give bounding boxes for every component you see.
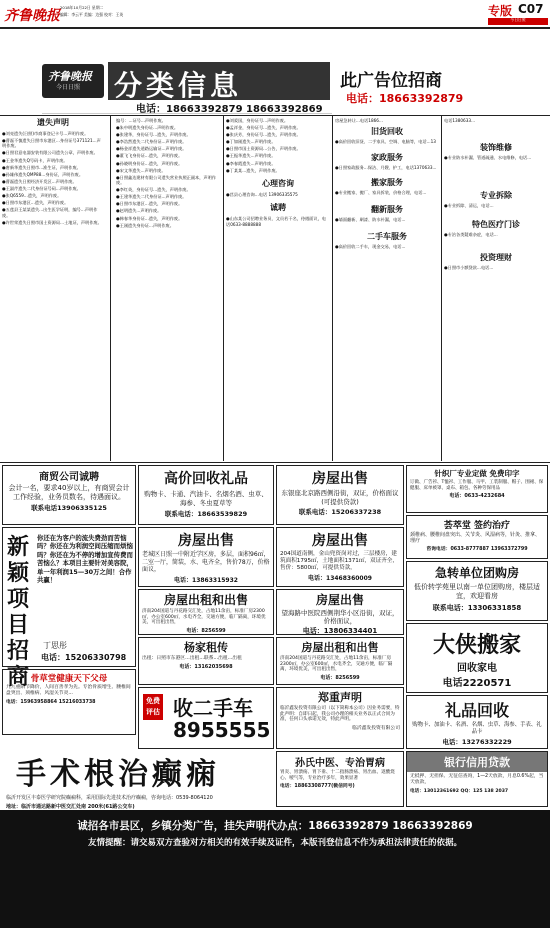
ad-text: 购物卡、卡通、汽油卡、名烟名酒、虫草、海参、冬虫夏草等 [144,490,268,507]
list-item: ●孙雄伟遗失QMP88...身份证，声明作废。 [2,171,84,177]
list-item: ●孟祥金，身份证号...遗失，声明作废。 [226,125,301,131]
ad-title: 孙氏中医、专治胃病 [295,758,385,769]
list-item: ●刘亮遗失(日照)市商事登记卡号...声明作废。 [2,131,89,136]
list-item: ●高价回收二手车，现金交易，电话... [335,244,406,250]
ad-phone: 电话：15206330798 [41,653,127,662]
ad-title: 针织厂专业定做 免费印字 [434,469,520,478]
ad-phone: 联系电话：15206337238 [298,508,382,516]
ad-phone: 电话：13162035698 [179,664,233,670]
list-item: ●墙面翻新、刷漆、防水补漏，电话... [335,217,406,223]
list-item: ●丁某某...遗失，声明作废。 [226,167,280,173]
list-item: ●五莲县王某某遗失...出生医学证明，编号...声明作废。 [2,207,98,218]
ad-house-3 [276,527,404,587]
list-item: ●李红英，身份证号...遗失，声明作废。 [116,187,191,193]
list-item: ●朱中明遗失身份证...声明作废。 [116,125,179,131]
ad-text: 临沂开发区丰泰医学研究院癫痫科，采用国际先进技术治疗癫痫，咨询电话：0539-8064120 [6,795,213,801]
col4-heading: 家政服务 [371,152,403,162]
ad-phone: 联系电话13906335125 [31,504,107,512]
list-item: ●王金华遗失Q号码卡，声明作废。 [2,157,68,163]
col5-heading: 装饰维修 [480,143,512,153]
ad-phone: 电话：13806334401 [302,627,378,635]
top-rule [0,115,550,116]
list-item: ●曹磊不慎遗失日照市东港区...身份证号371121...声明作废。 [2,138,101,149]
ad-text: 会计一名，要求40岁以上，有商贸会计工作经验，业务员数名，待遇面议。 [8,484,130,501]
top-right-ad [334,60,547,114]
ad-title: 此广告位招商 [340,71,442,91]
col4-heading: 翻新服务 [371,205,403,215]
col5-heading: 专业拆除 [480,190,512,200]
ad-phone: 电话：13468360009 [308,575,372,582]
ad-text: 你还在为客户的流失费劲而苦恼吗？你还在为利润空间压缩而烦恼吗？你还在为不停的增加宣传费而苦恼么？本项目主要针对美容院，单一年利润15—30万之间！合作共赢！ [37,534,133,585]
ad-title: 房屋出售 [312,533,368,549]
ad-text: 望海路中医院西侧荆华小区沿街，双证，价格面议， [281,609,399,625]
list-item: ●专业拆除、清运，电话... [444,202,494,208]
ad-title: 高价回收礼品 [164,471,248,487]
ad-title: 商贸公司诚聘 [39,472,99,483]
col1-heading: 遗失声明 [37,118,69,127]
list-item: 编号：...证号...声明作废。 [116,118,166,123]
ad-title: 房屋出售 [178,533,234,549]
ad-loan [406,751,548,807]
list-item: ●高价回收旧货、二手家具、空调、电脑等，电话...13 [335,139,436,145]
list-item: ●日照市国土资源局...公告，声明作废。 [226,146,301,152]
col-2 [116,118,220,458]
footer-line-1: 诚招各市县区，乡镇分类广告，挂失声明代办点：18663392879 18663392869 [77,820,473,832]
list-item: ●山东某公司招聘业务员、文员若干名，待遇面议，电话0633-8888888 [226,216,326,227]
col-3 [226,118,330,458]
list-item: ●董飞飞身份证...遗失，声明作废。 [116,153,183,159]
ad-title: 骨草堂健康天下父母 [30,674,108,684]
ad-signature: 临沂鑫发投资有限公司 [352,725,400,731]
ad-phone: 电话：0633-4232684 [449,493,505,500]
ad-phone: 电话：15963958864 15216033738 [6,700,96,705]
ad-gift [406,695,548,749]
ad-phone: 电话：18663392879 [346,92,464,105]
ad-text: 老城区日照一中附近学区房，多层，面积96㎡，二室一厅，简装，水、电齐全，售价78万，价格面议， [142,551,270,573]
ad-title: 大侠搬家 [432,633,521,658]
ad-text: 东银座北京路西侧沿街，双证，价格面议(可提供贷款) [281,489,399,506]
ad-text: 临沂鑫发投资有限公司（以下简称本公司）因业务需要，特此声明：自即日起，我公司办理的相关业务以正式合同为准，任何口头承诺无效，特此声明。 [280,706,400,723]
list-item: ●张建华，身份证号...遗失，声明作废。 [116,132,191,138]
column-rule [110,116,111,461]
grid-top-rule [0,462,550,463]
masthead-date: 2018年10月22日 星期二 [60,5,104,10]
banner-brand-sub: 今日日照 [56,84,81,91]
ad-rent-3 [276,637,404,685]
ad-group-house [406,561,548,621]
list-item: ●专业搬家、搬厂、家具拆装，价格合理，电话... [335,189,427,195]
ad-text: 购物卡、加油卡、名酒、名烟、虫草、海参、手表、礼品卡 [412,722,542,735]
ad-title-bg [407,752,547,772]
col3-heading-b: 诚聘 [270,203,286,213]
banner-logo-box [42,64,104,98]
ad-text: 颈椎病、腰椎间盘突出、关节炎、风湿病等，针灸、推拿、理疗 [410,532,541,545]
ad-title: 杨家租传 [184,641,228,654]
list-item: 电话1380633... [444,118,476,123]
ad-stamp: 免费评估 [143,694,163,720]
list-item: ●赵明遗失...声明作废。 [116,208,162,214]
list-item: ●专业防水补漏、管道疏通、水电维修，电话... [444,155,532,161]
ad-subtitle: 回收家电 [457,663,497,674]
banner-phone: 电话：18663392879 18663392869 [136,104,323,115]
footer-banner [0,810,550,928]
ad-house-2 [138,527,274,587]
ad-house-1 [276,465,404,525]
list-item: ●唐新华遗失日照市...准生证，声明作废。 [2,164,81,170]
page-number: C07 [518,2,544,16]
col5-heading: 投资理财 [480,253,512,263]
list-item: ●韩春华身份证...遗失，声明作废。 [116,215,183,221]
ad-phone: 联系电话：13306331858 [432,604,522,612]
ad-phone: 电话：13012361692 QQ：125 138 2037 [410,789,509,794]
masthead-logo: 齐鲁晚报 [4,8,60,24]
ad-text: 204国道南侧，金山兜资岗对过，三层楼房，建筑面积1795㎡，土地面积1371㎡，双证齐全，售价：5800㎡，可提供贷款， [280,551,398,571]
ad-title: 房屋出售 [315,593,364,607]
ad-title: 房屋出租和出售 [163,593,248,607]
list-item: ●日照市东港区...遗失，声明作废。 [116,201,183,207]
ad-title: 新颖项目招商 [7,534,30,690]
masthead-editor: 编辑：李云平 美编：边强 校对：王英 [60,12,124,17]
col4-heading: 搬家服务 [371,177,403,187]
list-item: ●日照鑫达建材有限公司遗失营业执照正副本，声明作废。 [116,174,216,186]
ad-text: 订做、广告衫、T恤衫、工作服、马甲、工装制服、帽子、围裙、保健服、床单被罩、桌布、箱包、各种劳保用品 [410,480,544,491]
list-item: ●宋文华遗失...声明作废。 [116,167,166,173]
list-item: ●王振华遗失...声明作废。 [226,153,276,159]
ad-title: 荟萃堂 签约治疗 [443,521,511,531]
banner-brand: 齐鲁晚报 [48,70,92,83]
ad-text: 济南204国道与丹花路交汇处，占地11余亩，标准厂房2300㎡，办公室600㎡，水电齐全，交通方便，临厂隔离，环境优美，可出租出售， [142,609,266,626]
col5-heading: 特色医疗门诊 [472,219,520,229]
list-item: ●日照市东港区...遗失，声明作废。 [2,200,69,206]
list-item: ●曹磊遗失日照经济开发区...声明作废。 [2,178,77,184]
list-item: ●刘爱国，身份证号...声明作废。 [226,118,289,123]
ad-health [2,669,136,735]
col4-heading: 旧货回收 [371,127,403,137]
ad-knit [406,465,548,513]
ad-address: 地址：临沂市通达路新中医交汇处南 200米(61路公交车) [6,804,135,811]
list-item: ●李春霞遗失...声明作废。 [226,160,276,166]
list-item: ●孙晓明身份证...遗失，声明作废。 [116,160,183,166]
col-5 [444,118,548,458]
list-item: ●李浩然遗失二代身份证...声明作废。 [116,139,187,145]
ad-text: 济南204国道与丹花路交汇处，占地11余亩，标准厂房2300㎡，办公室600㎡，水电齐全，交通方便，临厂隔离，环境优美，可出租出售， [280,656,393,673]
list-item: ●莒县心理咨询...电话 13906335575 [226,191,298,197]
ad-phone: 联系电话：18663539829 [164,510,248,518]
ad-phone: 电话：8256599 [186,627,226,634]
ad-phone: 电话2220571 [442,678,512,689]
ad-shangmao [2,465,136,525]
ad-text: 九九重阳节降价，人间百善孝为先。专治骨质增生、腰椎间盘突出、颈椎病、风湿关节炎... [6,685,131,696]
ad-title: 房屋出售 [312,471,368,487]
column-rule [332,116,333,461]
ad-phone: 电话：8256599 [320,674,360,681]
ad-phone: 8955555 [173,718,271,742]
list-item: ●日照君意电器安装有限公司遗失公章，声明作废。 [2,150,98,156]
masthead [0,0,550,28]
col4-heading: 二手车服务 [367,232,407,242]
col3-heading-a: 心理咨询 [262,178,294,188]
ad-rent-1 [138,589,274,635]
list-item: ●杨金祥遗失道路运输证...声明作废。 [116,146,187,152]
ad-contact: 丁思彤 [43,641,67,650]
list-item: 房屋急转让...电话1866... [335,118,383,123]
ad-phone: 电话：13863315932 [174,576,238,584]
ad-recycle [138,465,274,525]
list-item: ●张庆芳，身份证号...遗失，声明作废。 [226,132,301,138]
section-subtitle: 今日日照 [488,18,548,25]
ad-house-4 [276,589,404,635]
ad-title: 收二手车 [173,696,253,720]
ad-text: 胃炎、胃溃疡、胃下垂、十二指肠溃疡、胃出血、返酸烧心、嗳气等，专业治疗多年，效果显著 [280,770,395,781]
ad-text: 低价转学苑里以南一单位团购房，楼层适宜，欢迎看房 [414,583,540,600]
section-tag: 专版 [488,4,513,18]
list-item: ●日照家政服务...保洁、月嫂、护工，电话1370633... [335,164,437,170]
col-1 [2,118,104,458]
column-rule [441,116,442,461]
list-item: ●张Q6559...遗失，声明作废。 [2,193,62,199]
footer-line-2: 友情提醒：请交易双方查验对方相关的有效手续及证件，本版刊登信息不作为承担法律责任的依据。 [87,838,462,848]
ad-title: 急转单位团购房 [434,566,519,580]
ad-epilepsy [2,737,274,811]
ad-moving [406,623,548,693]
ad-text: 无抵押、无担保、无征信查询，1—2天放款，月息0.6%起，当天放款， [410,774,544,785]
ad-title: 郑重声明 [318,691,362,704]
list-item: ●日照市小额贷款...电话... [444,265,494,271]
ad-title: 手术根治癫痫 [16,757,220,792]
col-4 [335,118,439,458]
list-item: ●丁如刚遗失...声明作废。 [226,139,276,145]
list-item: ●王淑芹遗失二代身份证号码...声明作废。 [2,185,81,191]
list-item: ●许世荣遗失日照市国土资源局...土地证，声明作废。 [2,219,102,225]
banner [42,60,332,114]
ad-title: 银行信用贷款 [444,756,510,769]
list-item: ●王刚遗失身份证...声明作废。 [116,222,174,228]
ad-phone: 电话：18863308777(微信同号) [280,784,355,790]
masthead-rule [0,27,550,29]
banner-title: 分类信息 [114,69,243,102]
ad-title: 房屋出租和出售 [301,641,379,654]
ad-rent-2 [138,637,274,685]
ad-phone: 电话：13276332229 [442,737,512,746]
ad-gastric [276,751,404,807]
list-item: ●专治各类疑难杂症，电话... [444,231,498,237]
ad-title: 礼品回收 [444,701,509,720]
ad-phone: 咨询电话：0633-8777887 13963372799 [426,547,528,553]
list-item: ●王建华遗失二代身份证...声明作废。 [116,194,187,200]
ad-text: 出租：日照市东港区...出租...联系...出租...出租 [142,656,242,661]
ad-clinic [406,515,548,559]
ad-statement [276,687,404,749]
column-rule [223,116,224,461]
